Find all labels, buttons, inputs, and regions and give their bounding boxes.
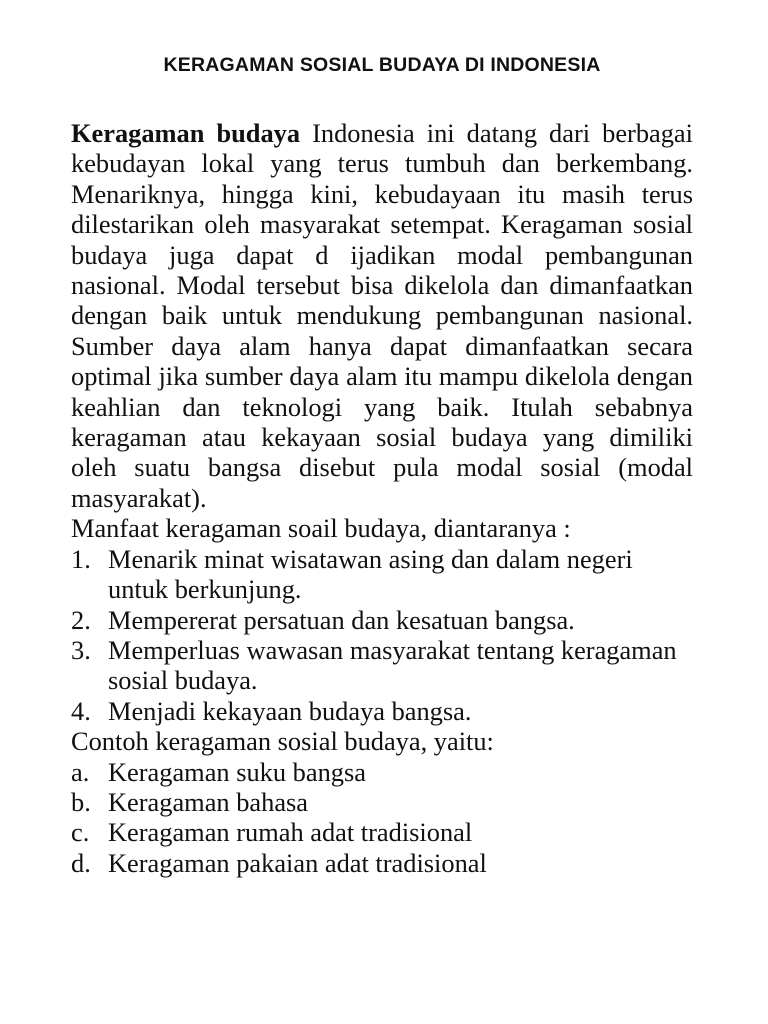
list-item — [71, 787, 693, 817]
list-marker: a. — [71, 756, 90, 787]
intro-paragraph — [71, 118, 693, 513]
benefits-heading: Manfaat keragaman soail budaya, diantaranya : — [71, 513, 571, 544]
list-item — [71, 817, 693, 847]
list-item-text: Keragaman pakaian adat tradisional — [108, 847, 487, 878]
document-page — [71, 0, 693, 1024]
list-marker: c. — [71, 817, 90, 848]
list-item — [71, 605, 693, 635]
examples-list — [71, 757, 693, 879]
list-item — [71, 757, 693, 787]
list-marker: 4. — [71, 695, 91, 726]
list-item — [71, 696, 693, 726]
list-item-text: Keragaman rumah adat tradisional — [108, 817, 473, 848]
list-item — [71, 635, 693, 696]
list-item — [71, 848, 693, 878]
list-item-text: Menarik minat wisatawan asing dan dalam negeri untuk berkunjung. — [108, 543, 633, 605]
list-marker: 2. — [71, 604, 91, 635]
list-marker: d. — [71, 847, 91, 878]
list-item-text: Menjadi kekayaan budaya bangsa. — [108, 695, 472, 726]
benefits-list — [71, 544, 693, 726]
list-item-text: Mempererat persatuan dan kesatuan bangsa. — [108, 604, 575, 635]
list-marker: 1. — [71, 543, 91, 574]
list-marker: b. — [71, 786, 91, 817]
document-title: KERAGAMAN SOSIAL BUDAYA DI INDONESIA — [163, 54, 601, 76]
list-marker: 3. — [71, 634, 91, 665]
list-item-text: Keragaman bahasa — [108, 786, 309, 817]
intro-text: Indonesia ini datang dari berbagai kebudayan lokal yang terus tumbuh dan berkembang. Menariknya, hingga kini, kebudayaan itu masih terus dilestarikan oleh masyarakat setempat. Keragaman sosial budaya juga dapat d ijadikan modal pembangunan nasional. Modal tersebut bisa dikelola dan dimanfaatkan dengan baik untuk mendukung pembangunan nasional. Sumber daya alam hanya dapat dimanfaatkan secara optimal jika sumber daya alam itu mampu dikelola dengan keahlian dan teknologi yang baik. Itulah sebabnya keragaman atau kekayaan sosial budaya yang dimiliki oleh suatu bangsa disebut pula modal sosial (modal masyarakat). — [71, 118, 693, 513]
intro-bold-term: Keragaman budaya — [71, 118, 301, 148]
list-item — [71, 544, 693, 605]
examples-heading: Contoh keragaman sosial budaya, yaitu: — [71, 726, 494, 757]
document-body — [71, 118, 693, 878]
list-item-text: Memperluas wawasan masyarakat tentang keragaman sosial budaya. — [108, 634, 677, 696]
list-item-text: Keragaman suku bangsa — [108, 756, 366, 787]
